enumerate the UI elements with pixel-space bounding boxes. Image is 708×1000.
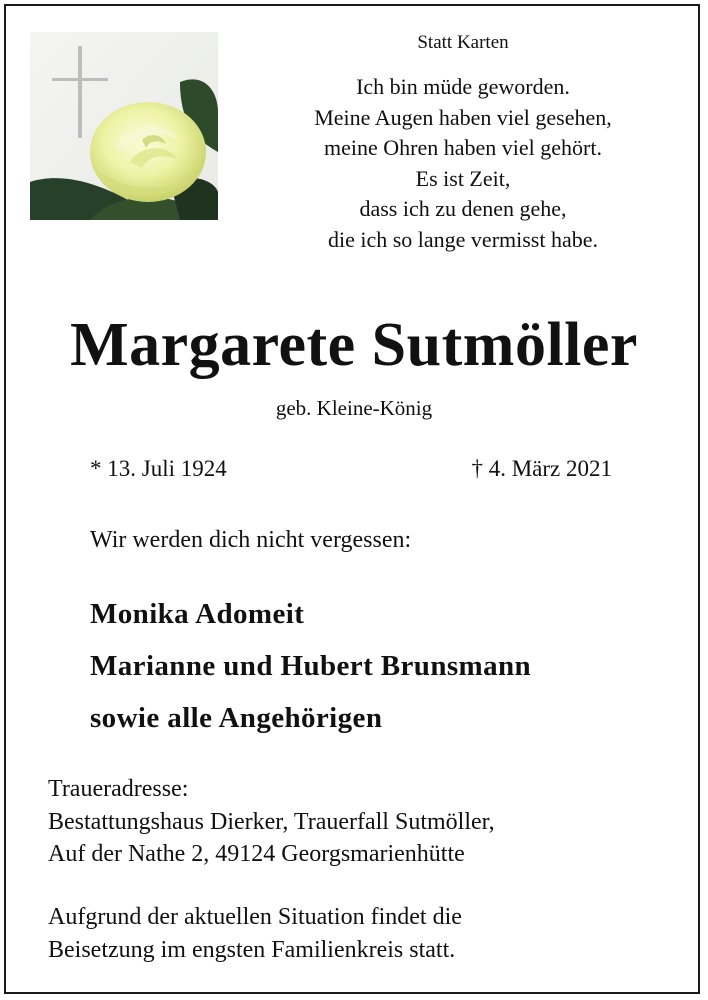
poem-line: meine Ohren haben viel gehört. (324, 135, 602, 161)
poem-line: Meine Augen haben viel gesehen, (314, 104, 612, 130)
birth-date: * 13. Juli 1924 (90, 456, 227, 481)
funeral-notice (48, 901, 462, 967)
address-line: Traueradresse: (48, 776, 189, 802)
poem-line: die ich so lange vermisst habe. (327, 226, 599, 252)
poem-line: Es ist Zeit, (415, 165, 511, 191)
mourner: sowie alle Angehörigen (90, 702, 383, 734)
poem-line: Ich bin müde geworden. (356, 74, 570, 99)
deceased-name: Margarete Sutmöller (70, 311, 638, 379)
death-date: † 4. März 2021 (471, 456, 612, 481)
statt-karten-label: Statt Karten (417, 32, 509, 53)
mourning-address (48, 773, 495, 871)
notice-line: Beisetzung im engsten Familienkreis statt. (48, 937, 456, 963)
rose-with-cross-icon (30, 32, 218, 220)
poem (258, 72, 668, 256)
maiden-name: geb. Kleine-König (275, 396, 433, 420)
poem-line: dass ich zu denen gehe, (359, 196, 567, 222)
intro-text: Wir werden dich nicht vergessen: (90, 527, 412, 553)
address-line: Bestattungshaus Dierker, Trauerfall Sutmöller, (48, 808, 495, 835)
mourner: Monika Adomeit (90, 598, 305, 630)
address-line: Auf der Nathe 2, 49124 Georgsmarienhütte (48, 841, 465, 867)
mourner: Marianne und Hubert Brunsmann (90, 650, 532, 682)
notice-line: Aufgrund der aktuellen Situation findet die (48, 904, 462, 930)
mourners-list (90, 588, 531, 744)
